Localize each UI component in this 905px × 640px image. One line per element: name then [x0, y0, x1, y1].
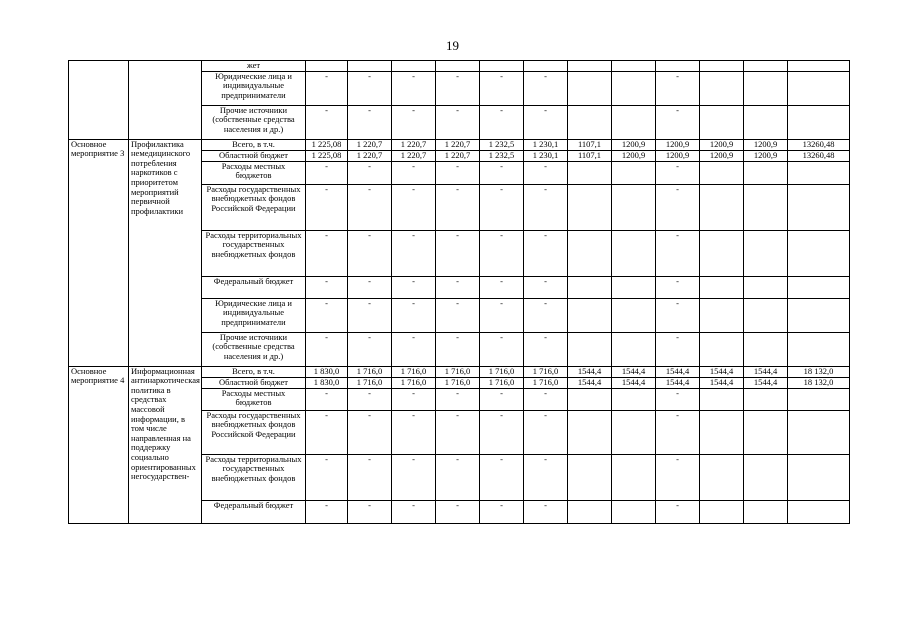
value-cell	[568, 105, 612, 139]
funding-source-cell: Федеральный бюджет	[202, 276, 306, 298]
value-cell: 1544,4	[744, 377, 788, 388]
value-cell: -	[348, 230, 392, 276]
value-cell: -	[524, 388, 568, 410]
value-cell: 1 220,7	[436, 150, 480, 161]
value-cell: 1544,4	[700, 377, 744, 388]
value-cell	[744, 61, 788, 72]
value-cell: -	[656, 105, 700, 139]
value-cell: -	[392, 71, 436, 105]
value-cell	[568, 332, 612, 366]
value-cell: -	[656, 332, 700, 366]
value-cell	[744, 500, 788, 523]
value-cell: -	[524, 332, 568, 366]
value-cell: -	[348, 332, 392, 366]
value-cell: -	[306, 332, 348, 366]
value-cell	[480, 61, 524, 72]
value-cell	[568, 184, 612, 230]
value-cell: -	[656, 230, 700, 276]
activity-name-cell	[129, 61, 202, 140]
value-cell	[744, 332, 788, 366]
value-cell: 1544,4	[656, 377, 700, 388]
value-cell: 1 220,7	[348, 150, 392, 161]
value-cell	[524, 61, 568, 72]
value-cell: -	[656, 161, 700, 184]
value-cell	[744, 230, 788, 276]
value-cell	[612, 230, 656, 276]
value-cell	[788, 276, 850, 298]
value-cell: -	[436, 298, 480, 332]
value-cell: 1 232,5	[480, 139, 524, 150]
value-cell: 1200,9	[656, 150, 700, 161]
value-cell: -	[392, 332, 436, 366]
value-cell	[700, 61, 744, 72]
value-cell: -	[392, 454, 436, 500]
value-cell	[612, 500, 656, 523]
funding-source-cell: Областной бюджет	[202, 377, 306, 388]
value-cell: -	[480, 410, 524, 454]
value-cell: -	[306, 184, 348, 230]
value-cell: 1 716,0	[436, 366, 480, 377]
value-cell	[744, 184, 788, 230]
value-cell: 1200,9	[656, 139, 700, 150]
value-cell	[568, 230, 612, 276]
value-cell	[700, 105, 744, 139]
value-cell	[744, 298, 788, 332]
value-cell: -	[524, 298, 568, 332]
value-cell: -	[524, 276, 568, 298]
value-cell	[744, 388, 788, 410]
value-cell: -	[480, 161, 524, 184]
value-cell	[568, 71, 612, 105]
value-cell: 1 716,0	[348, 377, 392, 388]
value-cell	[568, 61, 612, 72]
value-cell: 1544,4	[700, 366, 744, 377]
value-cell	[612, 161, 656, 184]
value-cell	[788, 230, 850, 276]
value-cell	[436, 61, 480, 72]
value-cell: -	[348, 276, 392, 298]
value-cell	[700, 332, 744, 366]
value-cell	[700, 410, 744, 454]
value-cell: -	[480, 230, 524, 276]
value-cell: -	[392, 161, 436, 184]
value-cell	[306, 61, 348, 72]
funding-source-cell: Юридические лица и индивидуальные предприниматели	[202, 71, 306, 105]
value-cell	[392, 61, 436, 72]
value-cell: -	[348, 105, 392, 139]
funding-source-cell: Расходы государственных внебюджетных фондов Российской Федерации	[202, 410, 306, 454]
value-cell: -	[436, 276, 480, 298]
value-cell	[612, 276, 656, 298]
value-cell: 1107,1	[568, 139, 612, 150]
value-cell: -	[306, 298, 348, 332]
value-cell: -	[480, 298, 524, 332]
value-cell	[612, 105, 656, 139]
value-cell: 1 716,0	[480, 366, 524, 377]
value-cell: -	[436, 454, 480, 500]
value-cell: -	[392, 298, 436, 332]
value-cell: -	[480, 500, 524, 523]
value-cell: -	[436, 161, 480, 184]
value-cell: -	[524, 500, 568, 523]
value-cell: 13260,48	[788, 139, 850, 150]
value-cell	[612, 298, 656, 332]
value-cell: 1544,4	[744, 366, 788, 377]
table-row	[69, 366, 850, 377]
value-cell: 13260,48	[788, 150, 850, 161]
value-cell: 1 230,1	[524, 150, 568, 161]
value-cell	[788, 388, 850, 410]
value-cell: 1 225,08	[306, 150, 348, 161]
value-cell: 1 232,5	[480, 150, 524, 161]
value-cell	[568, 500, 612, 523]
value-cell: -	[306, 388, 348, 410]
table-row	[69, 139, 850, 150]
value-cell: 1 220,7	[392, 139, 436, 150]
funding-source-cell: Расходы территориальных государственных внебюджетных фондов	[202, 454, 306, 500]
value-cell: -	[480, 388, 524, 410]
value-cell: 1 716,0	[480, 377, 524, 388]
value-cell	[656, 61, 700, 72]
value-cell: 18 132,0	[788, 377, 850, 388]
value-cell: -	[436, 410, 480, 454]
value-cell	[700, 184, 744, 230]
activity-name: Профилактика немедицинского потребления наркотиков с приоритетом мероприятий первичной профилактики	[129, 139, 202, 366]
value-cell	[788, 184, 850, 230]
activity-label: Основное мероприятие 3	[69, 139, 129, 366]
value-cell: -	[348, 500, 392, 523]
value-cell: -	[392, 276, 436, 298]
funding-source-cell: Юридические лица и индивидуальные предприниматели	[202, 298, 306, 332]
value-cell: -	[306, 105, 348, 139]
value-cell	[788, 298, 850, 332]
funding-source-cell: Расходы местных бюджетов	[202, 161, 306, 184]
value-cell: -	[348, 388, 392, 410]
value-cell	[700, 500, 744, 523]
value-cell: -	[656, 410, 700, 454]
activity-label-cell	[69, 61, 129, 140]
value-cell: 1 230,1	[524, 139, 568, 150]
value-cell: -	[306, 161, 348, 184]
value-cell	[700, 230, 744, 276]
value-cell: 1 716,0	[392, 377, 436, 388]
page-number: 19	[446, 38, 459, 53]
value-cell: 1544,4	[568, 377, 612, 388]
value-cell: 1 830,0	[306, 366, 348, 377]
value-cell: -	[306, 276, 348, 298]
value-cell: -	[306, 71, 348, 105]
value-cell	[568, 298, 612, 332]
value-cell: -	[348, 161, 392, 184]
value-cell: -	[348, 454, 392, 500]
value-cell	[700, 71, 744, 105]
value-cell	[700, 161, 744, 184]
value-cell: 1200,9	[700, 150, 744, 161]
value-cell	[568, 276, 612, 298]
value-cell	[700, 276, 744, 298]
value-cell: -	[656, 454, 700, 500]
value-cell: -	[392, 410, 436, 454]
value-cell: -	[436, 184, 480, 230]
funding-table	[68, 60, 850, 524]
value-cell: -	[348, 298, 392, 332]
value-cell: -	[480, 105, 524, 139]
value-cell	[612, 410, 656, 454]
value-cell: 1200,9	[612, 150, 656, 161]
funding-source-cell: Расходы территориальных государственных внебюджетных фондов	[202, 230, 306, 276]
value-cell	[700, 388, 744, 410]
activity-name: Информационная антинаркотическая политика в средствах массовой информации, в том числе направленная на поддержку социально ориентированных негосударствен-	[129, 366, 202, 523]
value-cell: -	[480, 454, 524, 500]
value-cell	[788, 71, 850, 105]
value-cell	[348, 61, 392, 72]
value-cell	[744, 161, 788, 184]
value-cell: 1544,4	[568, 366, 612, 377]
funding-source-cell: жет	[202, 61, 306, 72]
activity-label: Основное мероприятие 4	[69, 366, 129, 523]
value-cell	[788, 454, 850, 500]
value-cell: -	[656, 298, 700, 332]
value-cell: -	[306, 454, 348, 500]
value-cell: 18 132,0	[788, 366, 850, 377]
value-cell: -	[524, 454, 568, 500]
value-cell: 1 716,0	[436, 377, 480, 388]
value-cell: 1 716,0	[524, 366, 568, 377]
table-row	[69, 61, 850, 72]
value-cell: 1 830,0	[306, 377, 348, 388]
value-cell: -	[480, 276, 524, 298]
value-cell: -	[306, 500, 348, 523]
value-cell: -	[524, 71, 568, 105]
value-cell	[612, 388, 656, 410]
value-cell: -	[524, 105, 568, 139]
value-cell	[568, 410, 612, 454]
value-cell	[744, 276, 788, 298]
value-cell	[744, 410, 788, 454]
value-cell: -	[348, 71, 392, 105]
value-cell: 1 220,7	[392, 150, 436, 161]
value-cell: -	[306, 410, 348, 454]
funding-source-cell: Прочие источники (собственные средства населения и др.)	[202, 105, 306, 139]
value-cell	[612, 71, 656, 105]
value-cell	[612, 61, 656, 72]
value-cell	[744, 71, 788, 105]
value-cell: -	[436, 105, 480, 139]
value-cell: 1 225,08	[306, 139, 348, 150]
value-cell	[744, 454, 788, 500]
value-cell: 1107,1	[568, 150, 612, 161]
value-cell: 1544,4	[612, 377, 656, 388]
value-cell	[612, 184, 656, 230]
value-cell: 1 716,0	[524, 377, 568, 388]
value-cell	[788, 410, 850, 454]
value-cell: 1544,4	[612, 366, 656, 377]
value-cell: -	[348, 410, 392, 454]
value-cell	[788, 161, 850, 184]
value-cell	[744, 105, 788, 139]
value-cell	[700, 454, 744, 500]
funding-source-cell: Прочие источники (собственные средства населения и др.)	[202, 332, 306, 366]
value-cell: -	[436, 388, 480, 410]
funding-source-cell: Всего, в т.ч.	[202, 139, 306, 150]
value-cell: -	[524, 410, 568, 454]
value-cell: -	[392, 388, 436, 410]
value-cell: -	[306, 230, 348, 276]
value-cell: -	[524, 184, 568, 230]
value-cell: -	[392, 230, 436, 276]
value-cell: 1200,9	[744, 139, 788, 150]
value-cell: -	[436, 230, 480, 276]
value-cell	[788, 61, 850, 72]
value-cell: -	[348, 184, 392, 230]
value-cell: -	[524, 161, 568, 184]
value-cell	[568, 388, 612, 410]
value-cell	[788, 105, 850, 139]
value-cell: 1 716,0	[348, 366, 392, 377]
value-cell: -	[436, 71, 480, 105]
funding-source-cell: Всего, в т.ч.	[202, 366, 306, 377]
value-cell: -	[656, 184, 700, 230]
value-cell: -	[480, 184, 524, 230]
value-cell	[788, 500, 850, 523]
value-cell: 1200,9	[612, 139, 656, 150]
value-cell: -	[524, 230, 568, 276]
funding-source-cell: Расходы местных бюджетов	[202, 388, 306, 410]
value-cell: -	[392, 184, 436, 230]
value-cell: -	[480, 332, 524, 366]
value-cell: -	[656, 388, 700, 410]
value-cell: 1200,9	[744, 150, 788, 161]
value-cell: -	[436, 332, 480, 366]
value-cell: 1200,9	[700, 139, 744, 150]
value-cell	[788, 332, 850, 366]
value-cell: -	[392, 105, 436, 139]
value-cell: 1544,4	[656, 366, 700, 377]
value-cell	[700, 298, 744, 332]
funding-table-body	[69, 61, 850, 524]
value-cell: -	[480, 71, 524, 105]
value-cell: -	[436, 500, 480, 523]
funding-source-cell: Федеральный бюджет	[202, 500, 306, 523]
value-cell	[568, 161, 612, 184]
value-cell	[612, 454, 656, 500]
value-cell: -	[656, 71, 700, 105]
value-cell: -	[392, 500, 436, 523]
value-cell	[612, 332, 656, 366]
value-cell: 1 716,0	[392, 366, 436, 377]
value-cell: 1 220,7	[436, 139, 480, 150]
value-cell: 1 220,7	[348, 139, 392, 150]
funding-source-cell: Областной бюджет	[202, 150, 306, 161]
value-cell	[568, 454, 612, 500]
funding-source-cell: Расходы государственных внебюджетных фондов Российской Федерации	[202, 184, 306, 230]
value-cell: -	[656, 276, 700, 298]
value-cell: -	[656, 500, 700, 523]
